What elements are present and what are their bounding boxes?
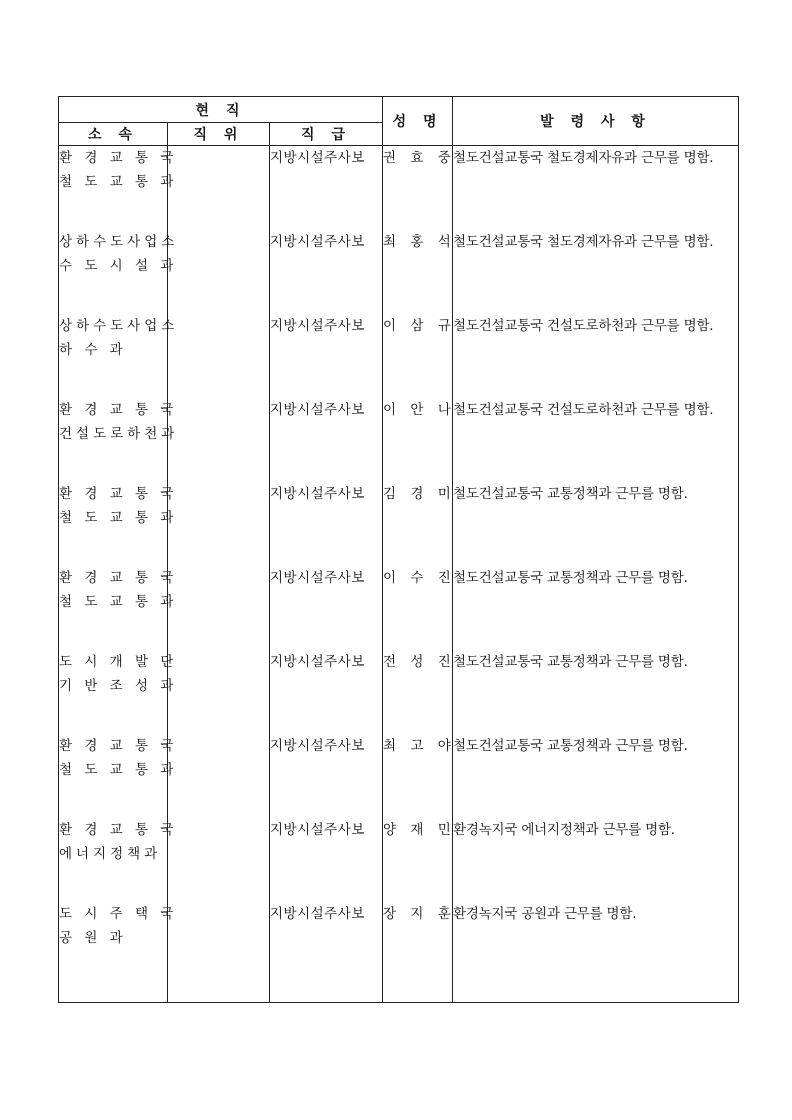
personnel-order-table (58, 96, 739, 1003)
dept-bureau: 도 시 개 발 단 (59, 654, 178, 670)
dept-division: 철 도 교 통 과 (59, 174, 178, 190)
grade-cell: 지방시설주사보 (270, 314, 383, 398)
header-position: 직 위 (168, 123, 270, 146)
dept-cell (59, 818, 178, 902)
name-cell: 양 재 민 (383, 818, 453, 902)
position-cell (168, 482, 270, 566)
name-cell: 최 고 야 (383, 734, 453, 818)
dept-cell (59, 146, 178, 231)
dept-division: 수 도 시 설 과 (59, 258, 178, 274)
position-cell (168, 902, 270, 1003)
header-grade: 직 급 (270, 123, 383, 146)
order-cell: 철도건설교통국 건설도로하천과 근무를 명함. (453, 398, 739, 482)
grade-cell: 지방시설주사보 (270, 818, 383, 902)
order-cell: 환경녹지국 에너지정책과 근무를 명함. (453, 818, 739, 902)
table-row (59, 146, 739, 231)
dept-cell (59, 230, 179, 314)
grade-cell: 지방시설주사보 (270, 902, 383, 1003)
dept-division: 기 반 조 성 과 (59, 678, 178, 694)
grade-cell: 지방시설주사보 (270, 482, 383, 566)
dept-cell (59, 398, 179, 482)
dept-bureau: 환 경 교 통 국 (59, 150, 178, 166)
position-cell (168, 230, 270, 314)
table-row (59, 818, 739, 902)
name-cell: 권 효 중 (383, 146, 453, 231)
order-cell: 철도건설교통국 교통정책과 근무를 명함. (453, 734, 739, 818)
header-dept: 소 속 (59, 123, 168, 146)
position-cell (168, 818, 270, 902)
grade-cell: 지방시설주사보 (270, 230, 383, 314)
dept-division: 철 도 교 통 과 (59, 594, 178, 610)
table-row (59, 650, 739, 734)
order-cell: 철도건설교통국 건설도로하천과 근무를 명함. (453, 314, 739, 398)
name-cell: 전 성 진 (383, 650, 453, 734)
table-row (59, 566, 739, 650)
position-cell (168, 566, 270, 650)
table-row (59, 902, 739, 1003)
dept-bureau: 상하수도사업소 (59, 234, 179, 250)
dept-division: 에너지정책과 (59, 846, 162, 862)
dept-bureau: 환 경 교 통 국 (59, 738, 178, 754)
header-current-position: 현 직 (59, 97, 383, 123)
name-cell: 이 안 나 (383, 398, 453, 482)
dept-cell (59, 314, 179, 398)
table-row (59, 314, 739, 398)
dept-division: 공 원 과 (59, 930, 127, 946)
table-row (59, 482, 739, 566)
table-row (59, 734, 739, 818)
order-cell: 환경녹지국 공원과 근무를 명함. (453, 902, 739, 1003)
dept-division: 철 도 교 통 과 (59, 510, 178, 526)
dept-bureau: 환 경 교 통 국 (59, 570, 178, 586)
dept-bureau: 환 경 교 통 국 (59, 486, 178, 502)
grade-cell: 지방시설주사보 (270, 146, 383, 231)
header-name: 성 명 (383, 97, 453, 146)
name-cell: 김 경 미 (383, 482, 453, 566)
grade-cell: 지방시설주사보 (270, 398, 383, 482)
dept-bureau: 상하수도사업소 (59, 318, 179, 334)
name-cell: 이 수 진 (383, 566, 453, 650)
position-cell (168, 734, 270, 818)
dept-division: 건설도로하천과 (59, 426, 179, 442)
order-cell: 철도건설교통국 철도경제자유과 근무를 명함. (453, 230, 739, 314)
grade-cell: 지방시설주사보 (270, 650, 383, 734)
name-cell: 장 지 훈 (383, 902, 453, 1003)
grade-cell: 지방시설주사보 (270, 566, 383, 650)
name-cell: 최 홍 석 (383, 230, 453, 314)
position-cell (168, 314, 270, 398)
table-row (59, 230, 739, 314)
name-cell: 이 삼 규 (383, 314, 453, 398)
dept-bureau: 환 경 교 통 국 (59, 822, 178, 838)
dept-division: 하 수 과 (59, 342, 127, 358)
dept-division: 철 도 교 통 과 (59, 762, 178, 778)
order-cell: 철도건설교통국 교통정책과 근무를 명함. (453, 482, 739, 566)
dept-cell (59, 734, 178, 818)
order-cell: 철도건설교통국 철도경제자유과 근무를 명함. (453, 146, 739, 231)
position-cell (168, 650, 270, 734)
order-cell: 철도건설교통국 교통정책과 근무를 명함. (453, 650, 739, 734)
dept-bureau: 환 경 교 통 국 (59, 402, 178, 418)
dept-cell (59, 566, 178, 650)
header-order: 발 령 사 항 (453, 97, 739, 146)
position-cell (168, 146, 270, 231)
grade-cell: 지방시설주사보 (270, 734, 383, 818)
dept-cell (59, 902, 178, 1003)
dept-cell (59, 482, 178, 566)
table-row (59, 398, 739, 482)
dept-bureau: 도 시 주 택 국 (59, 906, 178, 922)
order-cell: 철도건설교통국 교통정책과 근무를 명함. (453, 566, 739, 650)
dept-cell (59, 650, 178, 734)
position-cell (168, 398, 270, 482)
